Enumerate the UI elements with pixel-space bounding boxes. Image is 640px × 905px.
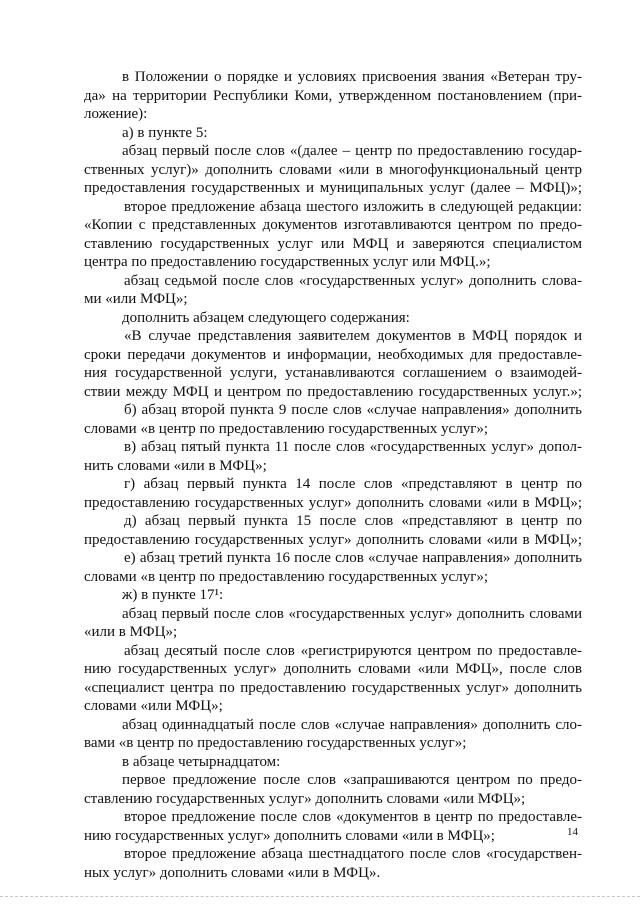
text-line: ния государственной услуги, устанавливаются соглашением о взаимодей- — [84, 365, 582, 381]
text-line: «Копии с представленных документов изготавливаются центром по предо- — [84, 217, 582, 233]
text-line: вами «в центр по предоставлению государственных услуг»; — [84, 735, 467, 751]
text-line: «В случае представления заявителем документов в МФЦ порядок и — [124, 328, 582, 344]
text-line: абзац первый после слов «государственных услуг» дополнить словами — [122, 605, 582, 622]
text-line: е) абзац третий пункта 16 после слов «случае направления» дополнить — [124, 550, 582, 566]
text-line: абзац седьмой после слов «государственных услуг» дополнить слова- — [124, 272, 582, 289]
text-line: предоставлению государственных услуг» дополнить словами «или в МФЦ»; — [84, 531, 582, 548]
text-line: первое предложение после слов «запрашиваются центром по предо- — [122, 772, 582, 788]
text-line: «специалист центра по предоставлению государственных услуг» дополнить — [84, 679, 582, 696]
text-line: ных услуг» дополнить словами «или в МФЦ». — [84, 864, 381, 881]
text-line: нию государственных услуг» дополнить словами «или в МФЦ»; — [84, 827, 495, 844]
text-line: словами «в центр по предоставлению государственных услуг»; — [84, 568, 489, 585]
text-line: нию государственных услуг» дополнить словами «или МФЦ», после слов — [84, 661, 582, 677]
text-line: г) абзац первый пункта 14 после слов «представляют в центр по — [124, 476, 582, 492]
page-number: 14 — [567, 826, 578, 838]
text-line: в абзаце четырнадцатом: — [122, 753, 281, 770]
text-line: ствии между МФЦ и центром по предоставлению государственных услуг.»; — [84, 383, 582, 400]
text-line: предоставления государственных и муниципальных услуг (далее – МФЦ)»; — [84, 180, 582, 196]
text-line: абзац первый после слов «(далее – центр по предоставлению государ- — [122, 143, 582, 159]
text-line: второе предложение после слов «документов в центр по предоставле- — [124, 809, 582, 825]
document-body — [84, 68, 582, 882]
text-line: центра по предоставлению государственных услуг или МФЦ.»; — [84, 254, 491, 270]
text-line: б) абзац второй пункта 9 после слов «случае направления» дополнить — [124, 402, 582, 418]
text-line: словами «или МФЦ»; — [84, 698, 223, 714]
text-line: д) абзац первый пункта 15 после слов «представляют в центр по — [124, 513, 582, 529]
text-line: абзац одиннадцатый после слов «случае направления» дополнить сло- — [122, 716, 582, 733]
text-line: ми «или МФЦ»; — [84, 291, 188, 307]
text-line: ложение): — [84, 106, 148, 122]
scan-edge-artifact — [0, 896, 640, 899]
text-line: а) в пункте 5: — [122, 124, 208, 141]
text-line: в) абзац пятый пункта 11 после слов «государственных услуг» допол- — [124, 439, 582, 455]
text-line: второе предложение абзаца шестого изложить в следующей редакции: — [124, 198, 582, 215]
text-line: «или в МФЦ»; — [84, 624, 178, 640]
text-line: ж) в пункте 17¹: — [122, 587, 224, 603]
text-line: нить словами «или в МФЦ»; — [84, 457, 267, 474]
text-line: ственных услуг)» дополнить словами «или в многофункциональный центр — [84, 161, 582, 178]
text-line: да» на территории Республики Коми, утвержденном постановлением (при- — [84, 87, 582, 104]
text-line: ставлению государственных услуг» дополнить словами «или МФЦ»; — [84, 790, 526, 807]
text-line: абзац десятый после слов «регистрируются центром по предоставле- — [124, 642, 582, 659]
text-line: ставлению государственных услуг или МФЦ и заверяются специалистом — [84, 235, 582, 252]
text-line: словами «в центр по предоставлению государственных услуг»; — [84, 420, 489, 437]
text-line: сроки передачи документов и информации, необходимых для предоставле- — [84, 346, 582, 363]
text-line: предоставлению государственных услуг» дополнить словами «или в МФЦ»; — [84, 494, 582, 511]
text-line: дополнить абзацем следующего содержания: — [122, 309, 410, 326]
text-line: второе предложение абзаца шестнадцатого после слов «государствен- — [124, 846, 582, 862]
text-line: в Положении о порядке и условиях присвоения звания «Ветеран тру- — [122, 69, 582, 85]
